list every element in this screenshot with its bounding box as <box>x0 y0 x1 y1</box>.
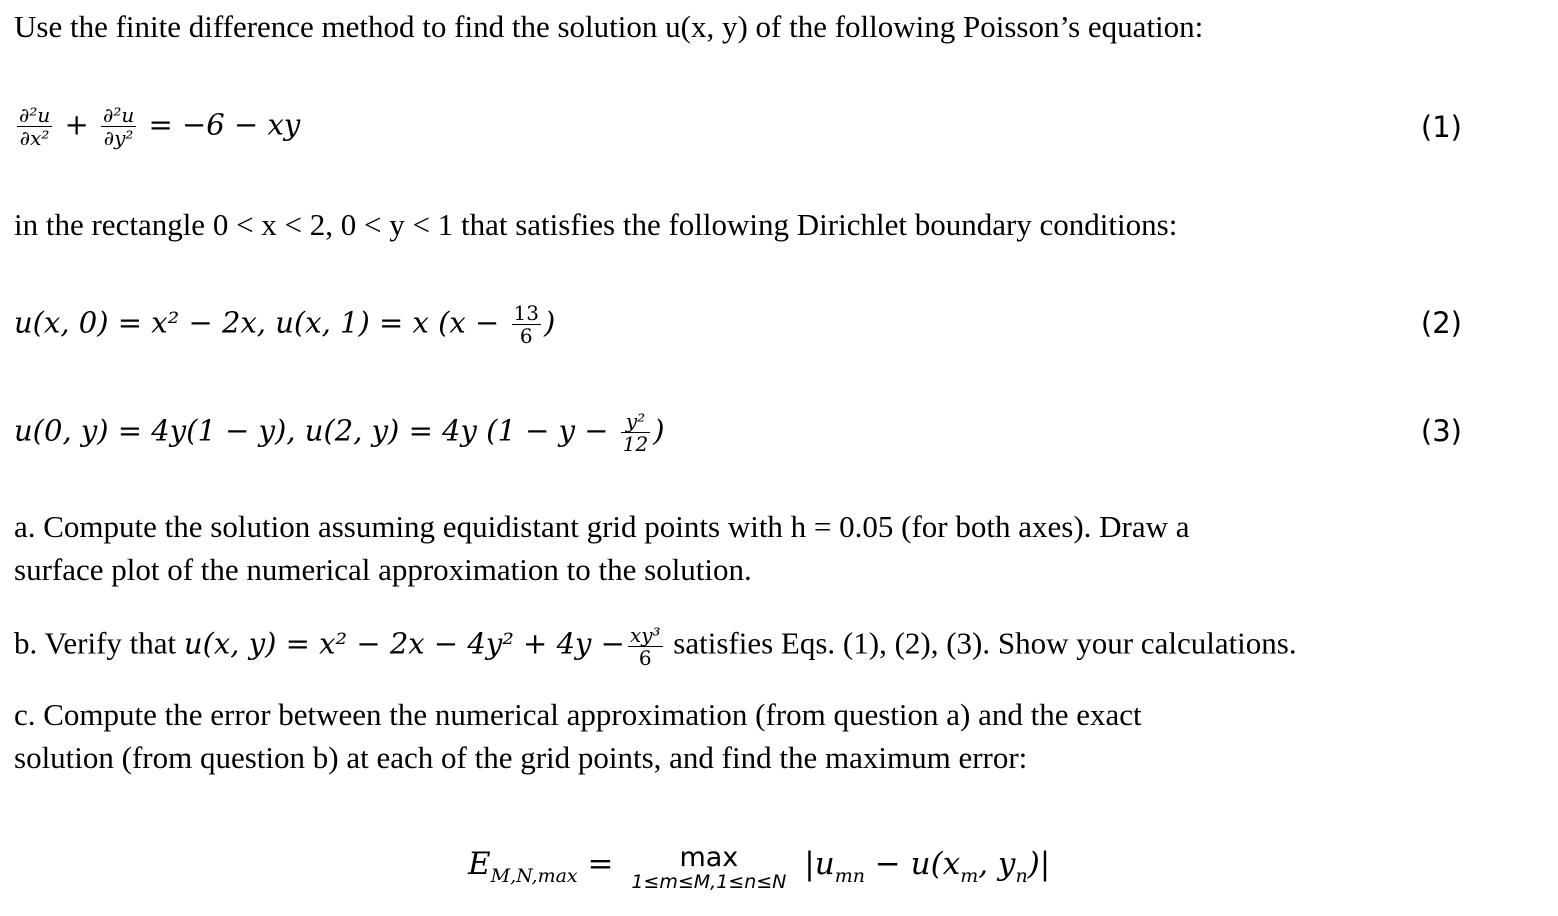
fraction-denominator: 6 <box>638 646 652 670</box>
comma-y: , y <box>978 846 1016 882</box>
y-squared-over-12-fraction <box>621 410 650 455</box>
max-operator <box>631 844 786 892</box>
d2u-dy2-fraction <box>101 104 136 149</box>
part-c-line-2: solution (from question b) at each of the grid points, and find the maximum error: <box>14 740 1028 775</box>
x-subscript: m <box>960 865 979 887</box>
fraction-numerator: xy³ <box>629 623 661 647</box>
fraction-numerator: ∂²u <box>19 103 51 127</box>
domain-text: in the rectangle 0 < x < 2, 0 < y < 1 that satisfies the following Dirichlet boundary conditions: <box>14 207 1178 242</box>
u-subscript: mn <box>834 865 865 887</box>
fraction-denominator: 6 <box>519 324 533 348</box>
fraction-denominator: ∂x² <box>19 126 50 150</box>
intro-text: Use the finite difference method to find the solution u(x, y) of the following Poisson’s equation: <box>14 9 1204 44</box>
closing-paren: ) <box>543 305 556 340</box>
equation-left: u(x, 0) = x² − 2x, u(x, 1) = x (x − <box>14 305 509 340</box>
equation-number-2: (2) <box>1420 306 1462 340</box>
part-c-line-1: c. Compute the error between the numerical approximation (from question a) and the exact <box>14 697 1142 732</box>
fraction-numerator: ∂²u <box>103 103 135 127</box>
abs-open-u: |u <box>804 846 835 882</box>
fraction-denominator: 12 <box>622 432 649 456</box>
thirteen-sixths-fraction <box>512 302 541 347</box>
part-b-suffix: satisfies Eqs. (1), (2), (3). Show your calculations. <box>665 625 1297 661</box>
error-subscript: M,N,max <box>490 865 578 887</box>
max-word: max <box>679 842 739 873</box>
abs-close: )| <box>1027 846 1051 882</box>
exact-solution-formula: u(x, y) = x² − 2x − 4y² + 4y − <box>183 626 625 661</box>
part-a-line-2: surface plot of the numerical approximation to the solution. <box>14 552 752 587</box>
max-error-equation <box>468 844 1050 892</box>
d2u-dx2-fraction <box>17 104 52 149</box>
boundary-condition-x <box>14 410 665 455</box>
max-range: 1≤m≤M,1≤n≤N <box>631 871 787 893</box>
fraction-numerator: 13 <box>513 301 539 325</box>
equation-rhs: = −6 − xy <box>148 107 301 142</box>
minus-u-x: − u(x <box>864 846 961 882</box>
xy-cubed-over-6-fraction <box>628 624 663 669</box>
plus-sign: + <box>64 107 89 142</box>
boundary-condition-y <box>14 302 555 347</box>
equation-number-1: (1) <box>1420 110 1462 144</box>
fraction-denominator: ∂y² <box>103 126 134 150</box>
fraction-numerator: y² <box>621 410 650 433</box>
error-symbol: E <box>468 846 491 882</box>
equals-sign: = <box>577 846 624 882</box>
part-a-line-1: a. Compute the solution assuming equidistant grid points with h = 0.05 (for both axes). Draw a <box>14 509 1190 544</box>
equation-number-3: (3) <box>1420 414 1462 448</box>
y-subscript: n <box>1015 865 1028 887</box>
poisson-equation <box>14 104 300 149</box>
equation-left: u(0, y) = 4y(1 − y), u(2, y) = 4y (1 − y − <box>14 413 618 448</box>
part-b-prefix: b. Verify that <box>14 625 184 661</box>
closing-paren: ) <box>653 413 665 448</box>
part-b <box>14 624 1297 669</box>
